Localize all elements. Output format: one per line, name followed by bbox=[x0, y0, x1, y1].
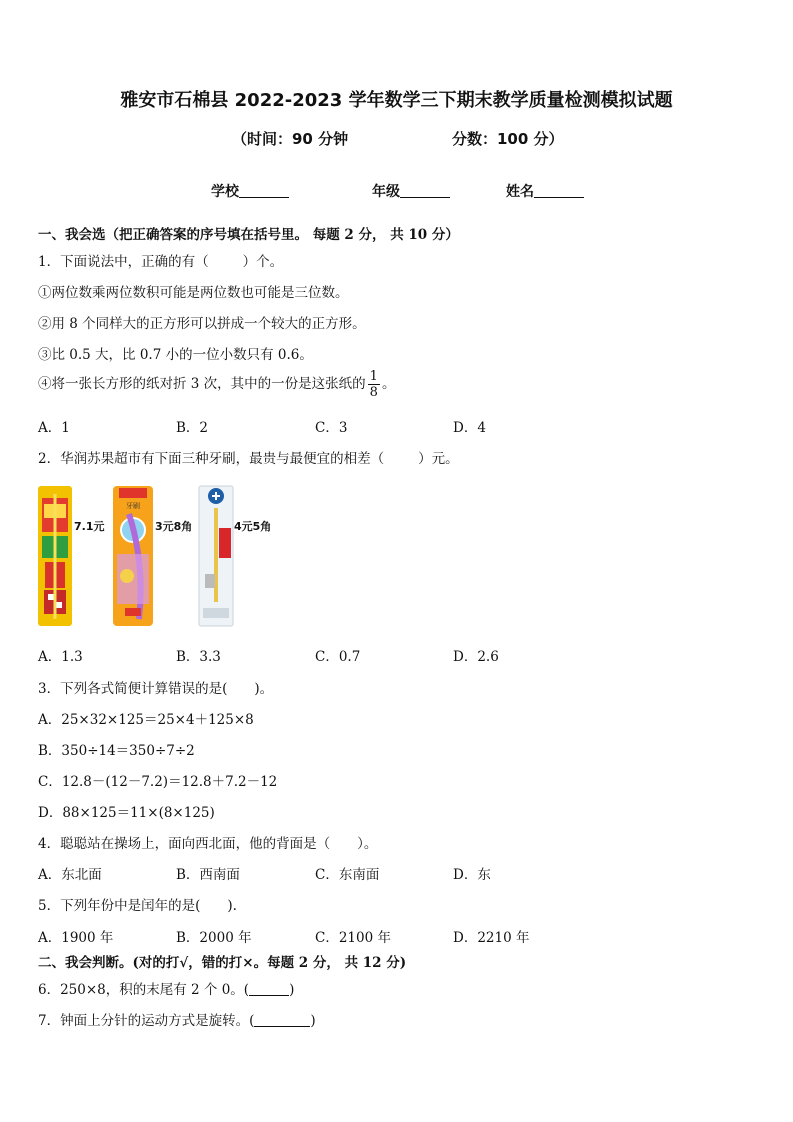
q6-answer-blank[interactable] bbox=[249, 982, 289, 996]
q3-option-c[interactable]: C．12.8－(12－7.2)＝12.8＋7.2－12 bbox=[38, 774, 278, 790]
q1-option-d[interactable]: D．4 bbox=[453, 420, 486, 436]
q4-option-d[interactable]: D．东 bbox=[453, 867, 491, 883]
toothbrush-2-text: 牙刷 bbox=[126, 502, 140, 510]
q2-stem-end: ）元。 bbox=[418, 451, 459, 467]
grade-label: 年级 bbox=[372, 184, 400, 200]
q3-option-b[interactable]: B．350÷14＝350÷7÷2 bbox=[38, 743, 195, 759]
q1-statement-4-text: ④将一张长方形的纸对折 3 次，其中的一份是这张纸的 bbox=[38, 376, 366, 392]
grade-field bbox=[372, 181, 450, 201]
fraction-denominator: 8 bbox=[369, 385, 378, 400]
q5-option-d[interactable]: D．2210 年 bbox=[453, 930, 530, 946]
toothbrush-2-image bbox=[111, 484, 155, 629]
q1-statement-4 bbox=[38, 369, 395, 400]
price-label-2: 3元8角 bbox=[155, 520, 193, 533]
q1-statement-2: ②用 8 个同样大的正方形可以拼成一个较大的正方形。 bbox=[38, 316, 366, 332]
q1-stem bbox=[38, 250, 283, 270]
school-label: 学校 bbox=[211, 184, 239, 200]
price-label-1: 7.1元 bbox=[74, 520, 105, 533]
q1-stem-end: ）个。 bbox=[242, 254, 284, 270]
grade-blank[interactable] bbox=[400, 183, 450, 198]
exam-score: 分数：100 分） bbox=[452, 130, 564, 148]
q4-stem: 4．聪聪站在操场上，面向西北面，他的背面是（ ）。 bbox=[38, 836, 378, 852]
q5-option-c[interactable]: C．2100 年 bbox=[315, 930, 391, 946]
q1-stem-start: 1．下面说法中，正确的有（ bbox=[38, 254, 209, 270]
exam-time: （时间：90 分钟 bbox=[232, 130, 349, 148]
fraction-numerator: 1 bbox=[369, 369, 378, 384]
name-field bbox=[506, 181, 584, 201]
q2-option-b[interactable]: B．3.3 bbox=[176, 649, 221, 665]
q4-option-a[interactable]: A．东北面 bbox=[38, 867, 102, 883]
q3-stem: 3．下列各式简便计算错误的是( )。 bbox=[38, 681, 274, 697]
name-blank[interactable] bbox=[534, 183, 584, 198]
q7-stem-end: ) bbox=[310, 1013, 316, 1029]
toothbrush-1-image bbox=[36, 484, 76, 629]
q7-stem-start: 7．钟面上分针的运动方式是旋转。( bbox=[38, 1013, 255, 1029]
q2-stem-start: 2．华润苏果超市有下面三种牙刷，最贵与最便宜的相差（ bbox=[38, 451, 385, 467]
q3-option-a[interactable]: A．25×32×125＝25×4＋125×8 bbox=[38, 712, 254, 728]
section-2-heading: 二、我会判断。(对的打√，错的打×。每题 2 分， 共 12 分) bbox=[38, 955, 407, 971]
name-label: 姓名 bbox=[506, 184, 534, 200]
q6-stem-start: 6．250×8，积的末尾有 2 个 0。( bbox=[38, 982, 250, 998]
q2-option-a[interactable]: A．1.3 bbox=[38, 649, 83, 665]
school-field bbox=[211, 181, 289, 201]
q1-option-c[interactable]: C．3 bbox=[315, 420, 348, 436]
page-title: 雅安市石棉县 2022-2023 学年数学三下期末教学质量检测模拟试题 bbox=[120, 90, 673, 111]
q2-option-c[interactable]: C．0.7 bbox=[315, 649, 361, 665]
q6-stem-end: ) bbox=[289, 982, 295, 998]
q5-stem: 5．下列年份中是闰年的是( ). bbox=[38, 898, 237, 914]
section-1-heading: 一、我会选（把正确答案的序号填在括号里。 每题 2 分， 共 10 分） bbox=[38, 227, 459, 243]
q4-option-b[interactable]: B．西南面 bbox=[176, 867, 240, 883]
toothbrush-3-image bbox=[197, 484, 237, 629]
school-blank[interactable] bbox=[239, 183, 289, 198]
q1-statement-1: ①两位数乘两位数积可能是两位数也可能是三位数。 bbox=[38, 285, 349, 301]
q2-option-d[interactable]: D．2.6 bbox=[453, 649, 499, 665]
q5-option-a[interactable]: A．1900 年 bbox=[38, 930, 114, 946]
q1-statement-4-end: 。 bbox=[381, 376, 396, 392]
fraction-one-eighth bbox=[368, 369, 380, 400]
q3-option-d[interactable]: D．88×125＝11×(8×125) bbox=[38, 805, 215, 821]
q7-stem bbox=[38, 1009, 316, 1029]
price-label-3: 4元5角 bbox=[234, 520, 272, 533]
q1-statement-3: ③比 0.5 大，比 0.7 小的一位小数只有 0.6。 bbox=[38, 347, 313, 363]
q4-option-c[interactable]: C．东南面 bbox=[315, 867, 380, 883]
q7-answer-blank[interactable] bbox=[254, 1013, 310, 1027]
q5-option-b[interactable]: B．2000 年 bbox=[176, 930, 252, 946]
q1-option-b[interactable]: B．2 bbox=[176, 420, 209, 436]
q6-stem bbox=[38, 978, 294, 998]
q1-option-a[interactable]: A．1 bbox=[38, 420, 70, 436]
q2-stem bbox=[38, 447, 459, 467]
